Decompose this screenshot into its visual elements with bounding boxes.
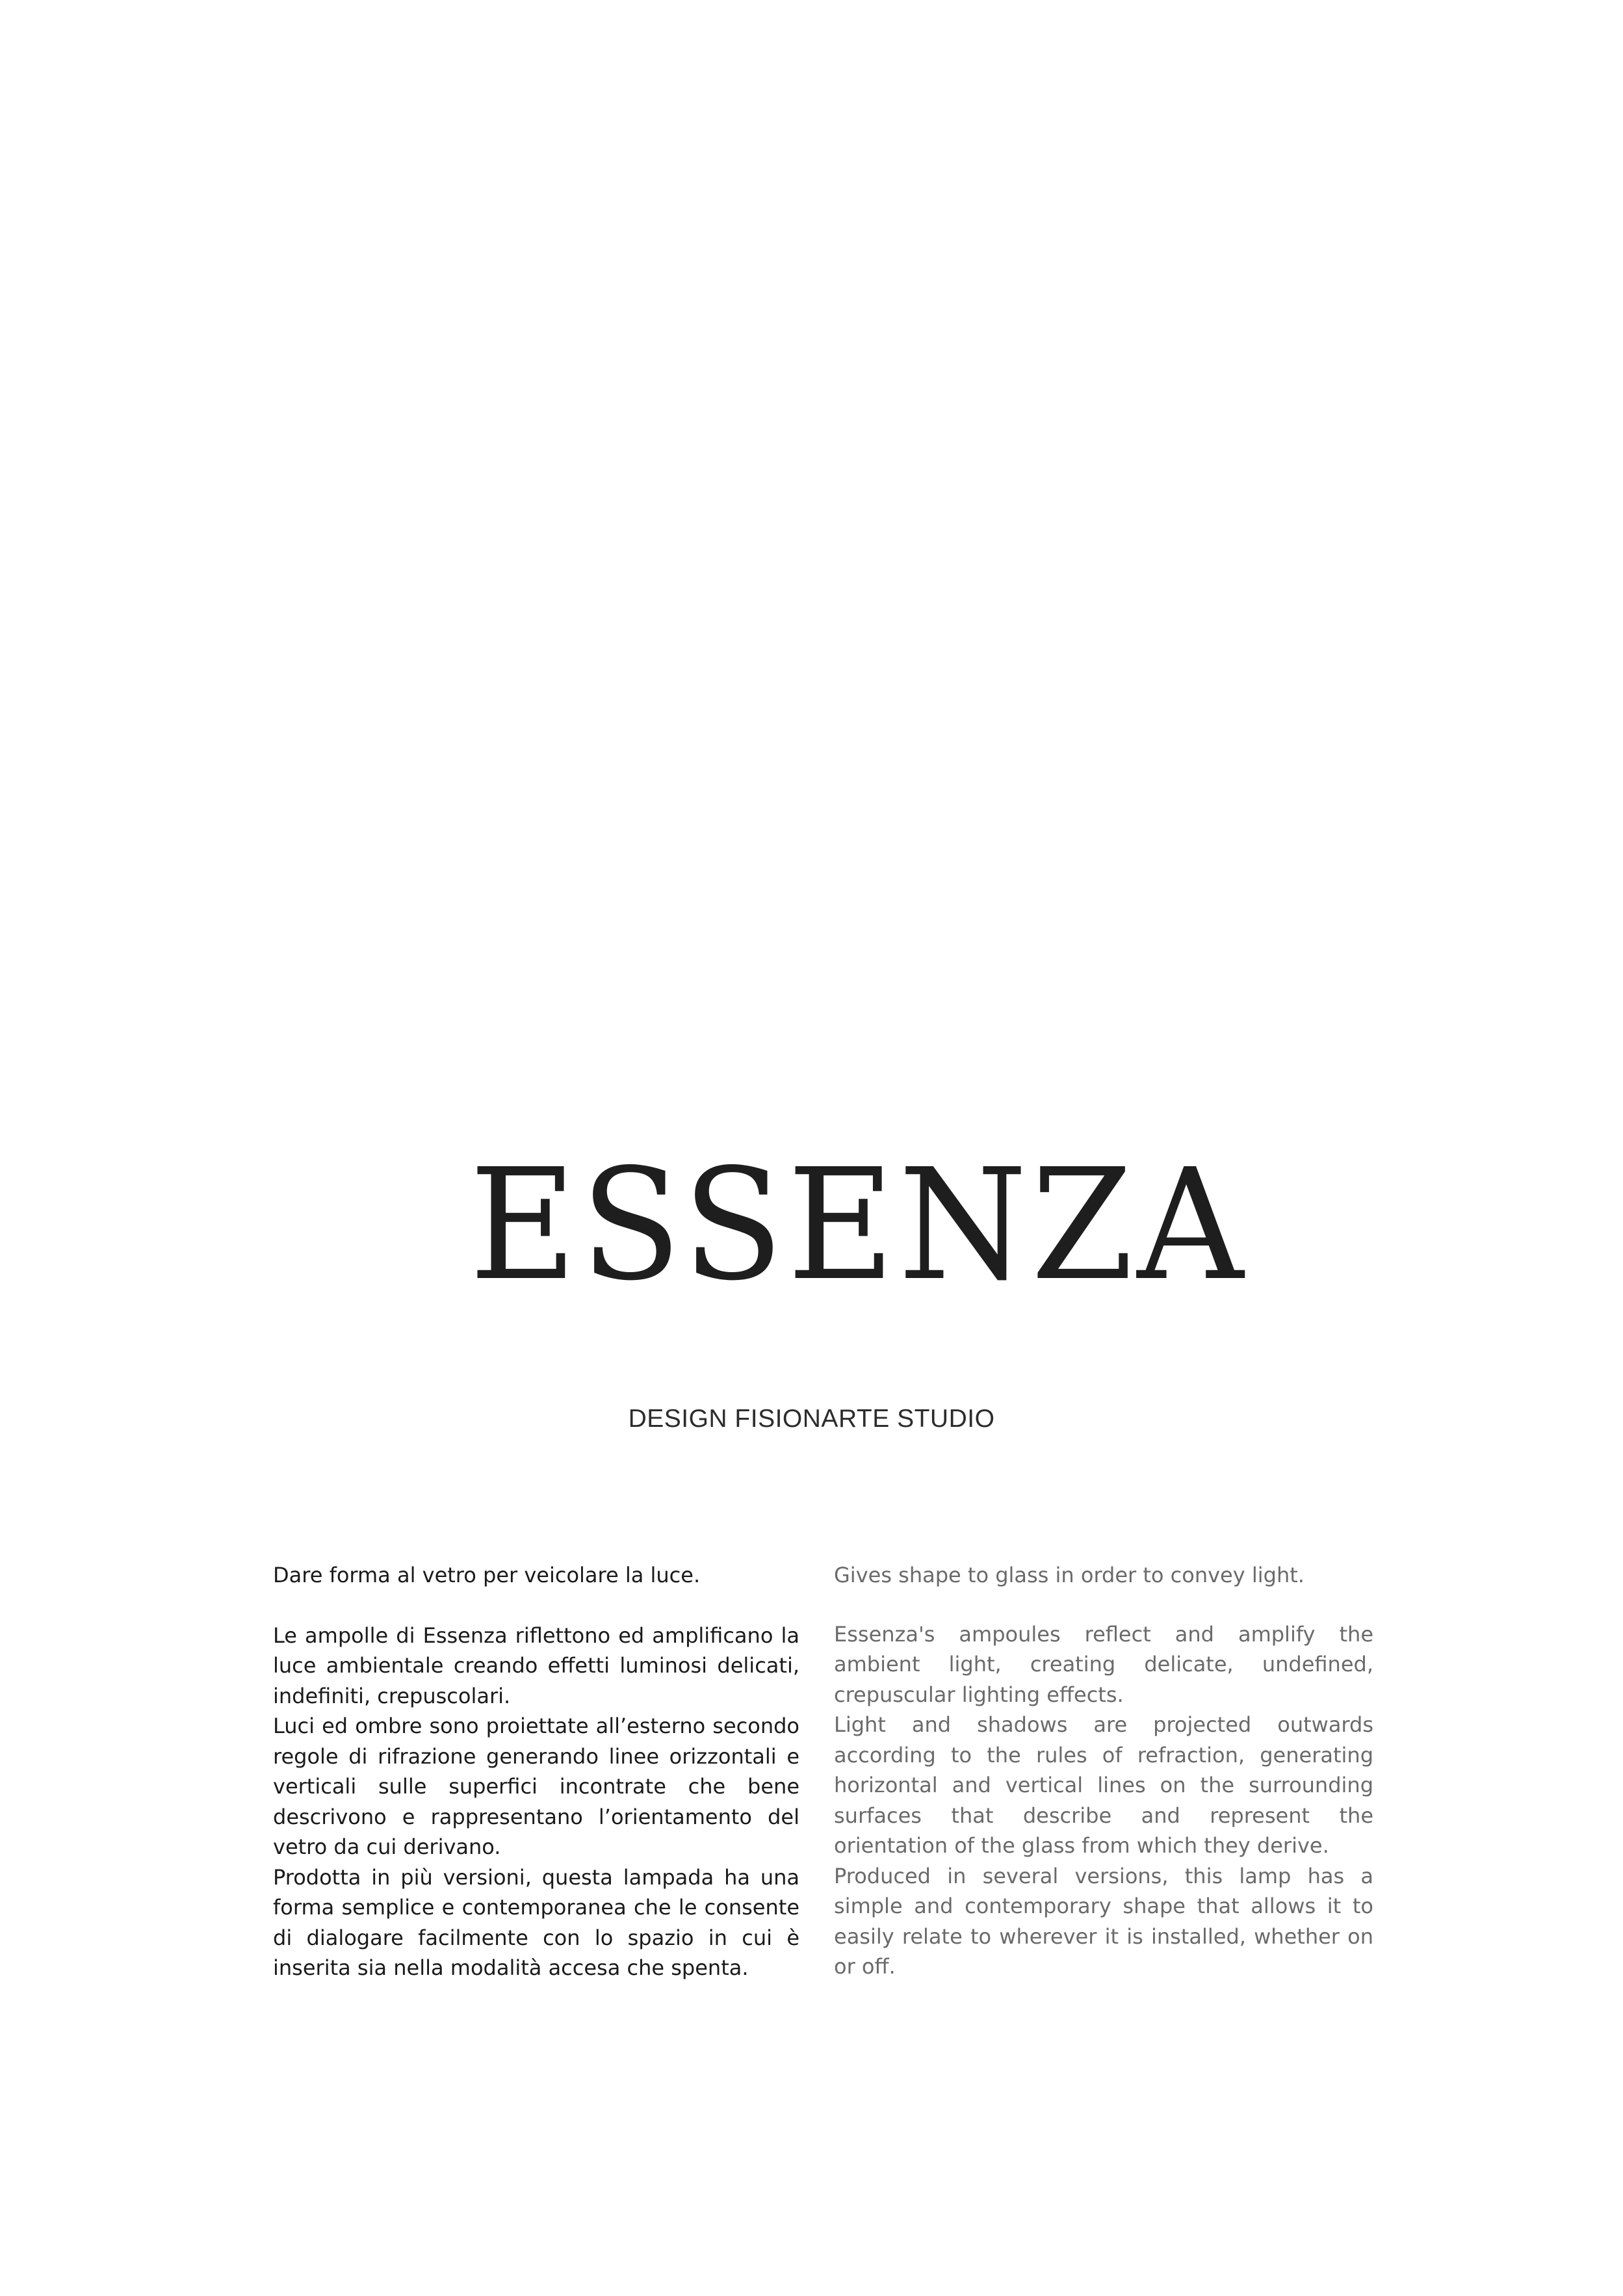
italian-description <box>273 1560 799 1983</box>
italian-paragraph: Le ampolle di Essenza riflettono ed amplificano la luce ambientale creando effetti luminosi delicati, indefiniti, crepuscolari. <box>273 1623 799 1708</box>
english-lead: Gives shape to glass in order to convey light. <box>834 1563 1305 1587</box>
essenza-logo: ESSENZA <box>469 1136 1247 1314</box>
english-description <box>834 1560 1373 1982</box>
english-paragraph: Produced in several versions, this lamp has a simple and contemporary shape that allows it to easily relate to wherever it is installed, whether on or off. <box>834 1863 1373 1979</box>
designer-credit: DESIGN FISIONARTE STUDIO <box>628 1405 995 1433</box>
english-paragraph: Light and shadows are projected outwards according to the rules of refraction, generating horizontal and vertical lines on the surrounding surfaces that describe and represent the orientation of the glass from which they derive. <box>834 1712 1373 1858</box>
italian-lead: Dare forma al vetro per veicolare la luce. <box>273 1563 701 1587</box>
italian-paragraph: Prodotta in più versioni, questa lampada ha una forma semplice e contemporanea che le consente di dialogare facilmente con lo spazio in cui è inserita sia nella modalità accesa che spenta. <box>273 1864 799 1980</box>
italian-paragraph: Luci ed ombre sono proiettate all’esterno secondo regole di rifrazione generando linee orizzontali e verticali sulle superfici incontrate che bene descrivono e rappresentano l’orientamento del vetro da cui derivano. <box>273 1714 799 1859</box>
english-paragraph: Essenza's ampoules reflect and amplify the ambient light, creating delicate, undefined, crepuscular lighting effects. <box>834 1621 1373 1707</box>
